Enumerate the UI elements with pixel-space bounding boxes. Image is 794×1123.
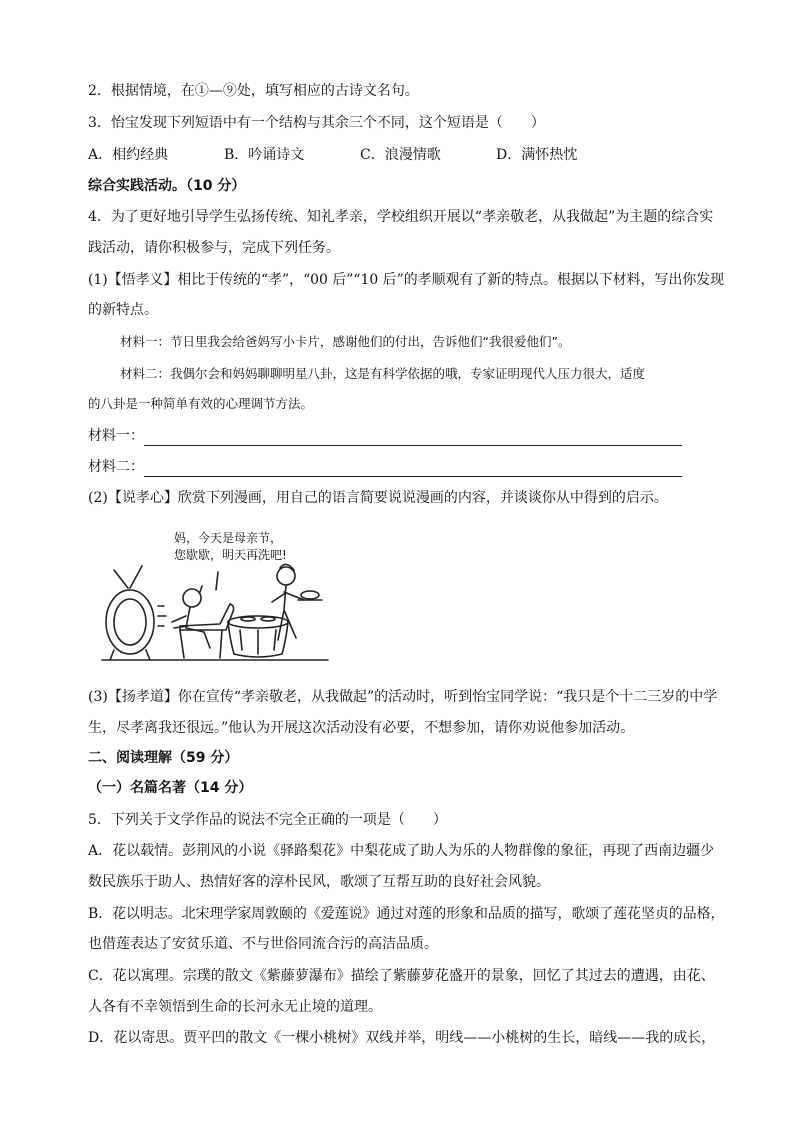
question-3-options: [88, 145, 577, 165]
option-a-line2: 数民族乐于助人、热情好客的淳朴民风，歌颂了互帮互助的良好社会风貌。: [88, 874, 550, 890]
task-1-line1: (1)【悟孝义】相比于传统的“孝”，“00 后”“10 后”的孝顺观有了新的特点。根据以下材料，写出你发现: [88, 272, 725, 288]
material-2-line2: 的八卦是一种简单有效的心理调节方法。: [88, 396, 314, 411]
question-5-stem: 5．下列关于文学作品的说法不完全正确的一项是（ ）: [88, 812, 447, 828]
cartoon-caption-line1: 妈，今天是母亲节，: [174, 531, 283, 545]
option-c-line1: C．花以寓理。宗璞的散文《紫藤萝瀑布》描绘了紫藤萝花盛开的景象，回忆了其过去的遭遇，由花、: [88, 968, 715, 984]
subsection-classics-heading: （一）名篇名著（14 分）: [88, 780, 253, 796]
answer-2-blank[interactable]: [144, 462, 682, 477]
answer-line-1: [88, 426, 682, 446]
mothers-day-cartoon-image: [100, 530, 330, 666]
option-c: C．浪漫情歌: [360, 147, 441, 163]
task-3-line2: 生，尽孝离我还很远。”他认为开展这次活动没有必要，不想参加，请你劝说他参加活动。: [88, 720, 635, 736]
task-1-line2: 的新特点。: [88, 302, 158, 318]
answer-line-2: [88, 457, 682, 477]
question-4-stem-line1: 4．为了更好地引导学生弘扬传统、知礼孝亲，学校组织开展以“孝亲敬老，从我做起”为主题的综合实: [88, 209, 714, 225]
option-a: A．相约经典: [88, 147, 169, 163]
answer-1-blank[interactable]: [144, 431, 682, 446]
cartoon-caption-line2: 您歇歇，明天再洗吧!: [174, 548, 287, 562]
option-a-line1: A．花以载情。彭荆风的小说《驿路梨花》中梨花成了助人为乐的人物群像的象征，再现了西南边疆少: [88, 843, 715, 859]
task-2: (2)【说孝心】欣赏下列漫画，用自己的语言简要说说漫画的内容，并谈谈你从中得到的启示。: [88, 490, 668, 506]
option-d: D．满怀热忱: [496, 147, 578, 163]
task-3-line1: (3)【扬孝道】你在宣传“孝亲敬老，从我做起”的活动时，听到怡宝同学说：“我只是个十二三岁的中学: [88, 689, 718, 705]
material-1: 材料一：节日里我会给爸妈写小卡片，感谢他们的付出，告诉他们“我很爱他们”。: [120, 334, 571, 349]
answer-1-label: 材料一：: [88, 428, 144, 444]
section-practice-heading: 综合实践活动。（10 分）: [88, 178, 246, 194]
option-c-line2: 人各有不幸领悟到生命的长河永无止境的道理。: [88, 999, 382, 1015]
option-b: B．吟诵诗文: [224, 147, 305, 163]
section-reading-heading: 二、阅读理解（59 分）: [88, 750, 239, 766]
option-b-line2: 也借莲表达了安贫乐道、不与世俗同流合污的高洁品质。: [88, 936, 438, 952]
material-2-line1: 材料二：我偶尔会和妈妈聊聊明星八卦，这是有科学依据的哦，专家证明现代人压力很大，适度: [120, 366, 646, 381]
answer-2-label: 材料二：: [88, 459, 144, 475]
question-4-stem-line2: 践活动，请你积极参与，完成下列任务。: [88, 240, 340, 256]
option-d-line1: D．花以寄思。贾平凹的散文《一棵小桃树》双线并举，明线——小桃树的生长，暗线——我的成长，: [88, 1030, 716, 1046]
question-2: 2．根据情境，在①—⑨处，填写相应的古诗文名句。: [88, 83, 419, 99]
question-3-stem: 3．怡宝发现下列短语中有一个结构与其余三个不同，这个短语是（ ）: [88, 115, 545, 131]
option-b-line1: B．花以明志。北宋理学家周敦颐的《爱莲说》通过对莲的形象和品质的描写，歌颂了莲花坚贞的品格，: [88, 906, 725, 922]
